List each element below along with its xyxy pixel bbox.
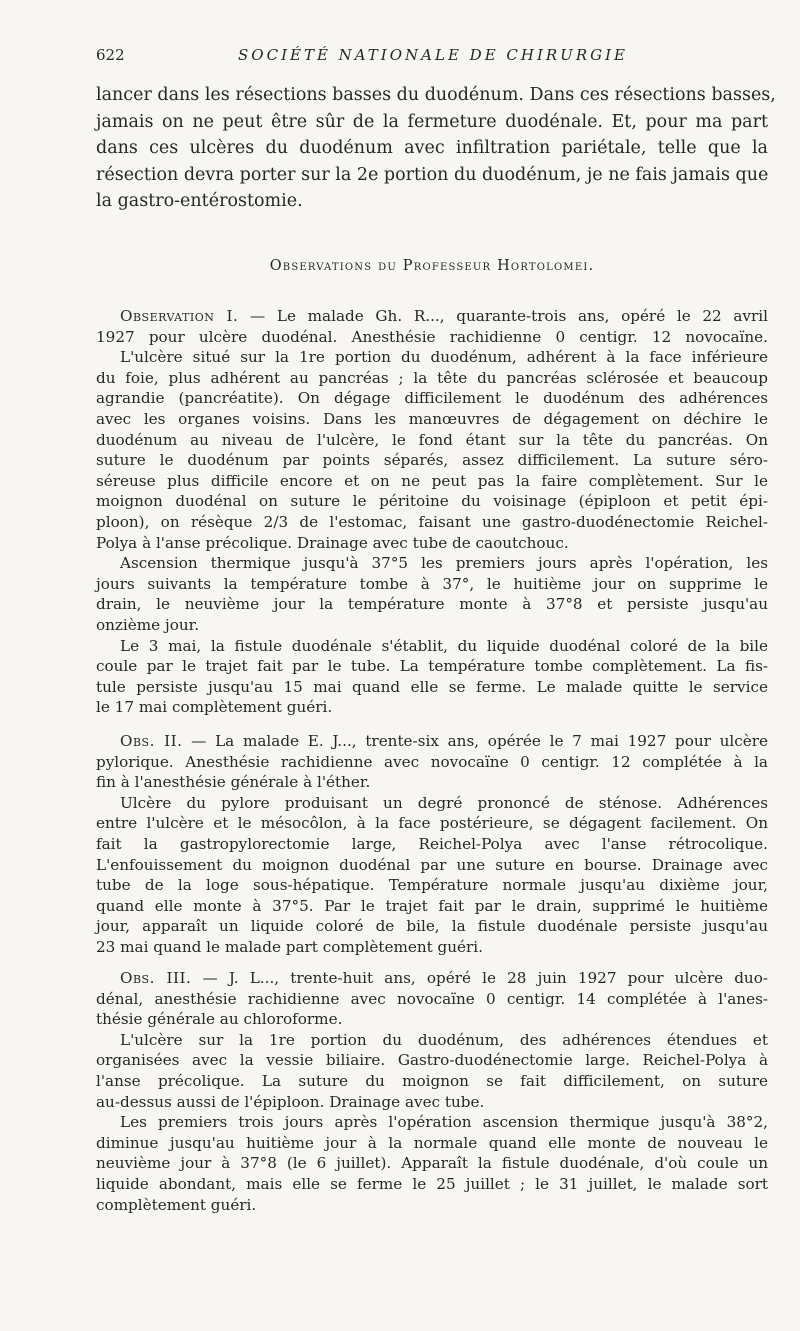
text-line: du foie, plus adhérent au pancréas ; la tête du pancréas sclérosée et beaucoup bbox=[96, 368, 768, 387]
text-line: 23 mai quand le malade part complètement guéri. bbox=[96, 937, 483, 956]
running-head bbox=[96, 42, 740, 66]
text-line: jour, apparaît un liquide coloré de bile, la fistule duodénale persiste jusqu'au bbox=[96, 917, 768, 936]
text-line: duodénum au niveau de l'ulcère, le fond étant sur la tête du pancréas. On bbox=[96, 430, 768, 449]
text-line: dans ces ulcères du duodénum avec infiltration pariétale, telle que la bbox=[96, 138, 768, 159]
text-line: Observation I. — Le malade Gh. R..., quarante-trois ans, opéré le 22 avril bbox=[120, 307, 768, 325]
text-line: le 17 mai complètement guéri. bbox=[96, 698, 333, 717]
text-line: tule persiste jusqu'au 15 mai quand elle se ferme. Le malade quitte le service bbox=[96, 677, 768, 696]
observation-2 bbox=[96, 731, 768, 958]
text-line: tube de la loge sous-hépatique. Température normale jusqu'au dixième jour, bbox=[96, 876, 768, 895]
text-line: jours suivants la température tombe à 37°, le huitième jour on supprime le bbox=[96, 574, 768, 593]
text-line: ploon), on résèque 2/3 de l'estomac, faisant une gastro-duodénectomie Reichel- bbox=[96, 512, 768, 531]
text-line: Polya à l'anse précolique. Drainage avec tube de caoutchouc. bbox=[96, 533, 569, 552]
text-line: Le 3 mai, la fistule duodénale s'établit, du liquide duodénal coloré de la bile bbox=[120, 636, 768, 655]
text-line: jamais on ne peut être sûr de la fermeture duodénale. Et, pour ma part bbox=[96, 111, 768, 132]
text-line: onzième jour. bbox=[96, 615, 200, 634]
text-line: L'enfouissement du moignon duodénal par une suture en bourse. Drainage avec bbox=[96, 855, 768, 874]
text-line: diminue jusqu'au huitième jour à la normale quand elle monte de nouveau le bbox=[96, 1133, 768, 1152]
text-line: fait la gastropylorectomie large, Reichel-Polya avec l'anse rétrocolique. bbox=[96, 834, 768, 853]
observation-3 bbox=[96, 968, 768, 1215]
observation-label: Obs. III. bbox=[120, 969, 192, 987]
observation-1 bbox=[96, 306, 768, 718]
text-line: quand elle monte à 37°5. Par le trajet fait par le drain, supprimé le huitième bbox=[96, 896, 768, 915]
text-line: séreuse plus difficile encore et on ne peut pas la faire complètement. Sur le bbox=[96, 471, 768, 490]
intro-paragraph bbox=[96, 82, 776, 215]
text-line: L'ulcère sur la 1re portion du duodénum, des adhérences étendues et bbox=[120, 1030, 768, 1049]
text-line: résection devra porter sur la 2e portion du duodénum, je ne fais jamais que bbox=[96, 164, 769, 185]
text-line: Les premiers trois jours après l'opération ascension thermique jusqu'à 38°2, bbox=[120, 1113, 768, 1132]
text-line: moignon duodénal on suture le péritoine du voisinage (épiploon et petit épi- bbox=[96, 492, 768, 511]
text-line: liquide abondant, mais elle se ferme le 25 juillet ; le 31 juillet, le malade sort bbox=[96, 1174, 768, 1193]
text-line: fin à l'anesthésie générale à l'éther. bbox=[96, 773, 371, 792]
text-line: pylorique. Anesthésie rachidienne avec novocaïne 0 centigr. 12 complétée à la bbox=[96, 752, 768, 771]
text-line: organisées avec la vessie biliaire. Gastro-duodénectomie large. Reichel-Polya à bbox=[96, 1051, 768, 1070]
text-line: l'anse précolique. La suture du moignon se fait difficilement, on suture bbox=[96, 1071, 768, 1090]
text-line: au-dessus aussi de l'épiploon. Drainage avec tube. bbox=[96, 1092, 485, 1111]
text-line: drain, le neuvième jour la température monte à 37°8 et persiste jusqu'au bbox=[96, 595, 768, 614]
text-line: la gastro-entérostomie. bbox=[96, 191, 303, 212]
text-line: Obs. II. — La malade E. J..., trente-six ans, opérée le 7 mai 1927 pour ulcère bbox=[120, 732, 768, 750]
text-line: 1927 pour ulcère duodénal. Anesthésie rachidienne 0 centigr. 12 novocaïne. bbox=[96, 327, 768, 346]
text-line: Ulcère du pylore produisant un degré prononcé de sténose. Adhérences bbox=[120, 793, 768, 812]
text-line: thésie générale au chloroforme. bbox=[96, 1010, 343, 1029]
section-heading: Observations du Professeur Hortolomei. bbox=[269, 258, 595, 274]
text-line: complètement guéri. bbox=[96, 1195, 257, 1214]
observation-label: Observation I. bbox=[120, 307, 239, 325]
text-line: Ascension thermique jusqu'à 37°5 les premiers jours après l'opération, les bbox=[120, 554, 768, 573]
text-line: lancer dans les résections basses du duodénum. Dans ces résections basses, bbox=[96, 85, 776, 105]
journal-title: SOCIÉTÉ NATIONALE DE CHIRURGIE bbox=[238, 46, 628, 64]
text-line: L'ulcère situé sur la 1re portion du duodénum, adhérent à la face inférieure bbox=[120, 348, 768, 367]
text-line: Obs. III. — J. L..., trente-huit ans, opéré le 28 juin 1927 pour ulcère duo- bbox=[120, 969, 768, 987]
text-line: neuvième jour à 37°8 (le 6 juillet). Apparaît la fistule duodénale, d'où coule un bbox=[96, 1154, 768, 1173]
page-number: 622 bbox=[96, 46, 125, 64]
text-line: coule par le trajet fait par le tube. La température tombe complètement. La fis- bbox=[96, 657, 768, 676]
text-line: entre l'ulcère et le mésocôlon, à la face postérieure, se dégagent facilement. On bbox=[96, 814, 768, 833]
text-line: agrandie (pancréatite). On dégage difficilement le duodénum des adhérences bbox=[96, 389, 768, 408]
observation-label: Obs. II. bbox=[120, 732, 183, 750]
text-line: dénal, anesthésie rachidienne avec novocaïne 0 centigr. 14 complétée à l'anes- bbox=[96, 989, 768, 1008]
text-line: avec les organes voisins. Dans les manœuvres de dégagement on déchire le bbox=[96, 409, 768, 428]
text-line: suture le duodénum par points séparés, assez difficilement. La suture séro- bbox=[96, 451, 768, 470]
